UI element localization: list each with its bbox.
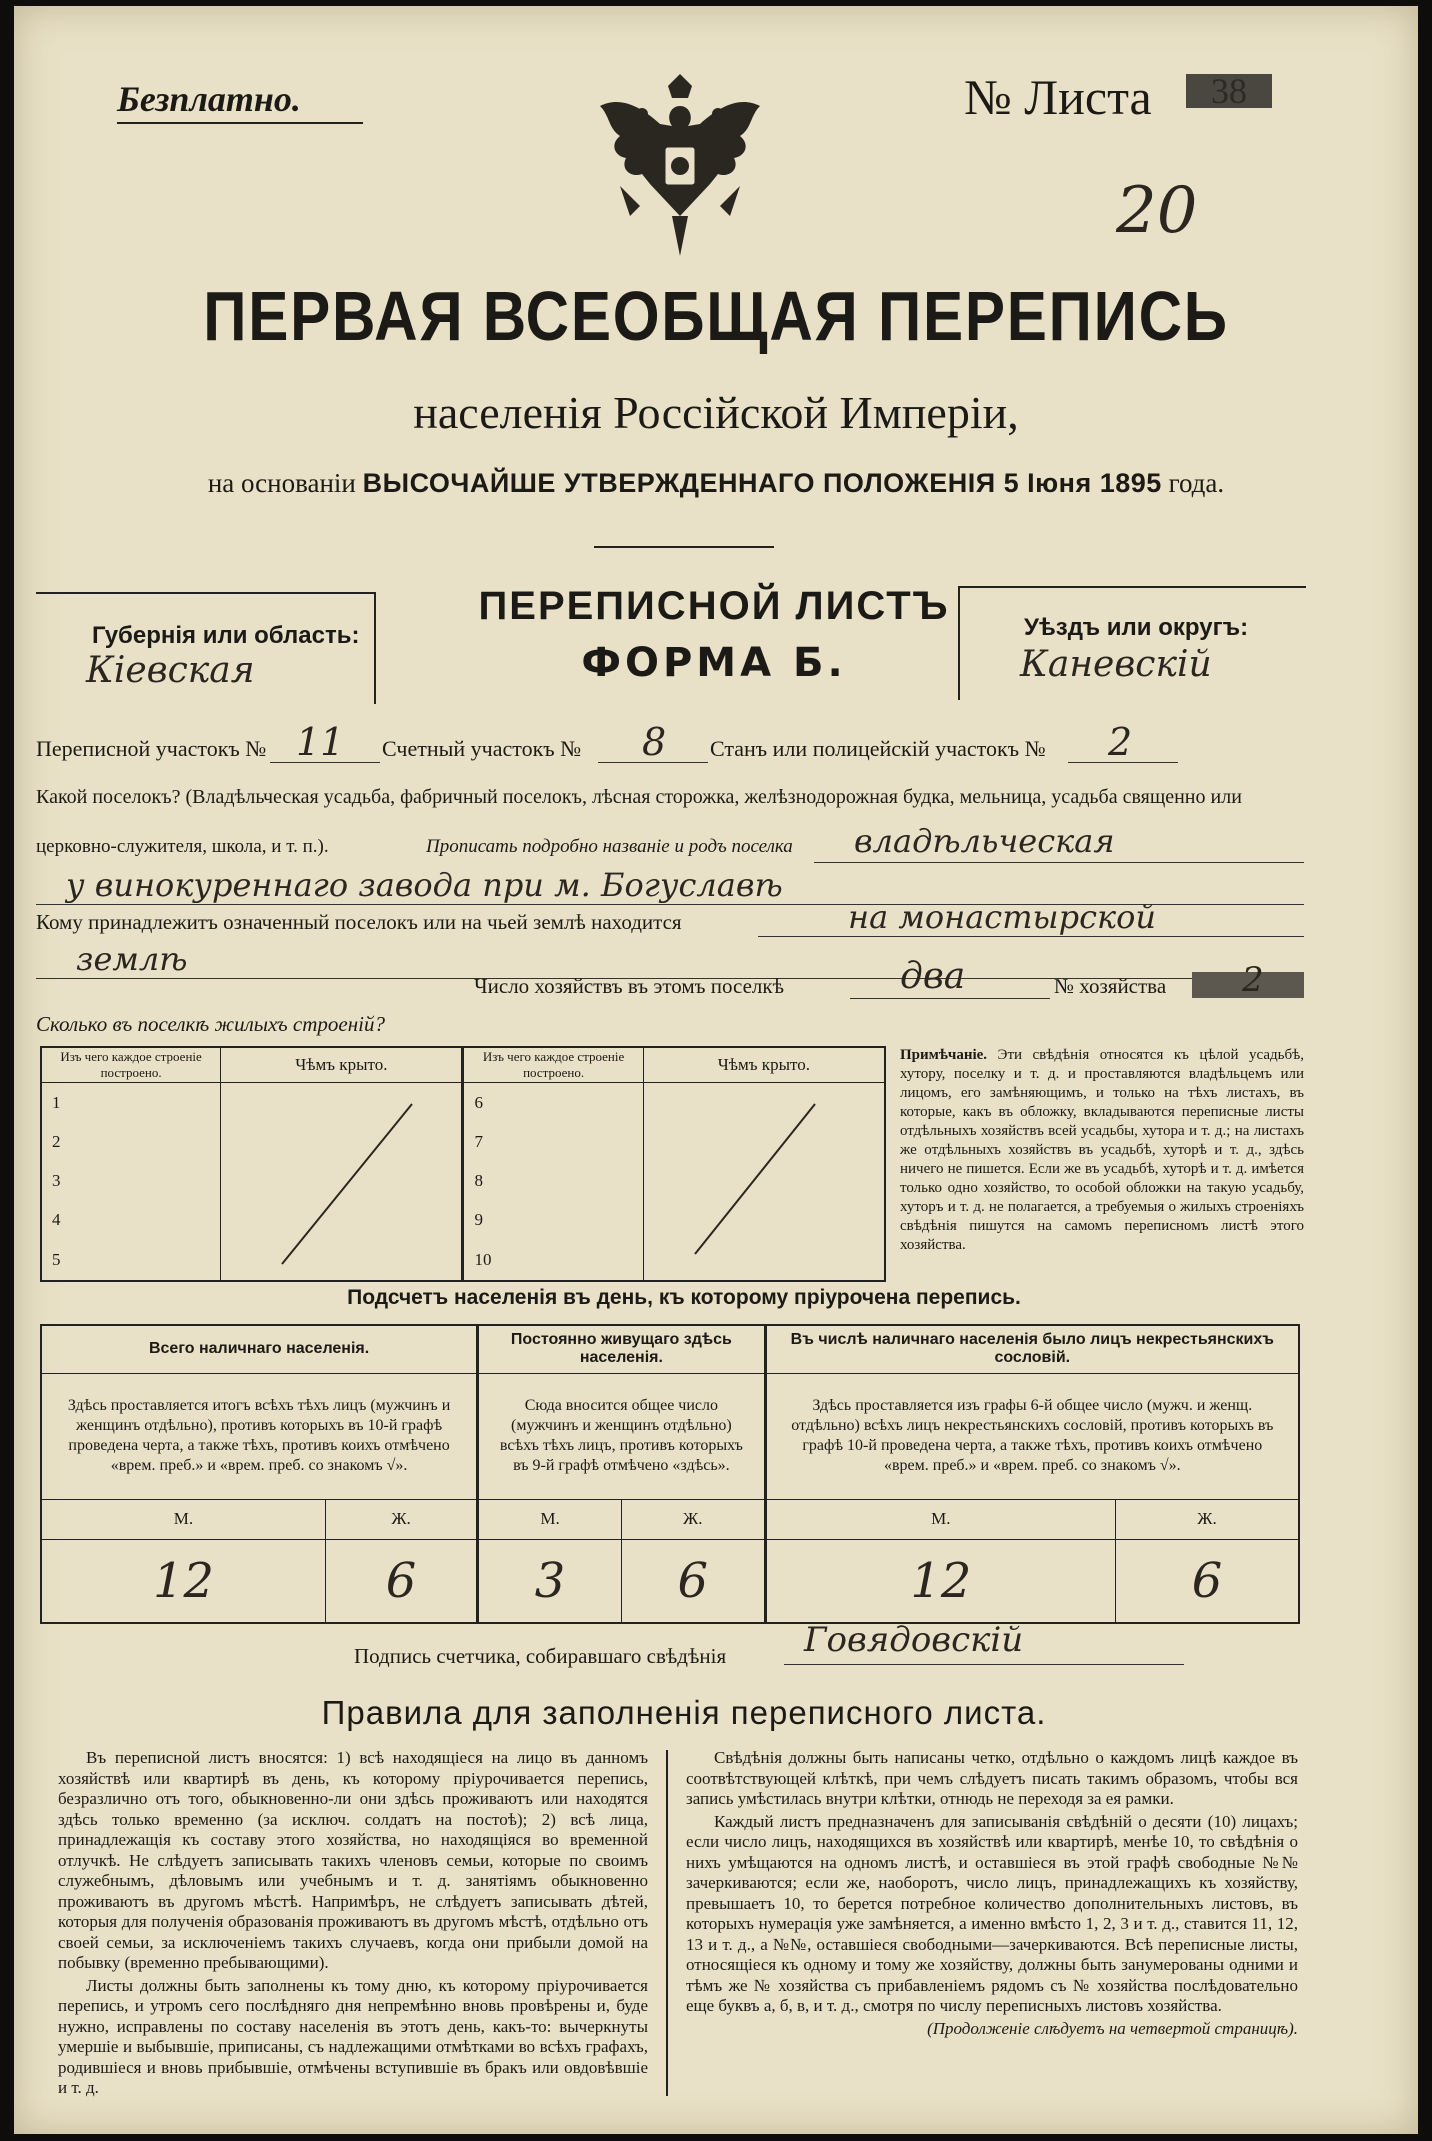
non-peasant-female[interactable]: 6 — [1116, 1539, 1299, 1623]
row-5: 5 — [41, 1240, 221, 1281]
rules-left-column — [58, 1748, 648, 2101]
population-heading: Подсчетъ населенія въ день, къ которому пріурочена перепись. — [347, 1286, 1021, 1309]
census-district-field[interactable] — [270, 720, 380, 764]
owner-value-2: землѣ — [76, 940, 188, 978]
col3-f: Ж. — [1116, 1499, 1299, 1539]
stan-value: 2 — [1108, 720, 1133, 764]
rules-right-paragraph-1: Свѣдѣнія должны быть написаны четко, отдѣльно о каждомъ лицѣ каждое въ соотвѣтствующей клѣткѣ, при чемъ слѣдуетъ писать такимъ образомъ, чтобы вся запись умѣстилась внутри клѣтки, отнюдь не переходя за ея рамки. — [686, 1748, 1298, 1808]
col1-title: Всего наличнаго населенія. — [41, 1325, 478, 1373]
stan-field[interactable] — [1068, 720, 1178, 764]
col-roof-right: Чѣмъ крыто. — [643, 1047, 885, 1083]
sheet-number-value: 38 — [1186, 74, 1272, 108]
signature-value: Говядовскій — [804, 1620, 1024, 1660]
permanent-male[interactable]: 3 — [478, 1539, 622, 1623]
buildings-table — [40, 1046, 886, 1282]
row-9: 9 — [463, 1201, 643, 1240]
households-label: Число хозяйствъ въ этомъ поселкѣ — [474, 974, 784, 998]
basis-prefix: на основаніи — [207, 468, 356, 498]
rules-left-paragraph-2: Листы должны быть заполнены къ тому дню, къ которому пріурочивается перепись, и утромъ сего послѣдняго дня непремѣнно вновь провѣрены и, буде нужно, исправлены по составу населенія въ этотъ день, какъ-то: вычеркнуты умершіе и выбывшіе, приписаны, съ надлежащими отмѣтками во всѣхъ графахъ, родившіеся и вновь прибывшіе, отмѣчены вступившіе въ бракъ или овдовѣвшіе и т. д. — [58, 1975, 648, 2097]
roof-right-cell[interactable] — [643, 1083, 885, 1282]
free-underline — [117, 122, 363, 124]
settlement-question-2: церковно-служителя, школа, и т. п.). — [36, 836, 329, 857]
col-material-right: Изъ чего каждое строеніе построено. — [463, 1047, 643, 1083]
uezd-box — [958, 586, 1306, 700]
settlement-question: Какой поселокъ? (Владѣльческая усадьба, фабричный поселокъ, лѣсная сторожка, желѣзнодорожная будка, мельница, усадьба священно или — [36, 786, 1242, 808]
col3-m: М. — [765, 1499, 1115, 1539]
form-title: ФОРМА Б. — [581, 640, 847, 686]
col3-desc: Здѣсь проставляется изъ графы 6-й общее число (мужч. и женщ. отдѣльно) всѣхъ лицъ некрестьянскихъ сословій, противъ которыхъ въ графѣ 10-й проведена черта, а также тѣхъ, противъ коихъ отмѣчено «врем. преб.» и «врем. преб. со знакомъ √». — [765, 1373, 1299, 1499]
household-number-field[interactable] — [1192, 960, 1304, 1000]
households-value: два — [900, 956, 966, 997]
household-number-value: 2 — [1242, 960, 1264, 1000]
row-10: 10 — [463, 1240, 643, 1281]
gubernia-value[interactable]: Кіевская — [86, 650, 255, 691]
col1-f: Ж. — [325, 1499, 477, 1539]
row-2: 2 — [41, 1123, 221, 1162]
roof-left-cell[interactable] — [221, 1083, 463, 1282]
settlement-value-1: владѣльческая — [854, 822, 1115, 860]
blank-slash-right — [645, 1084, 881, 1274]
document-subtitle: населенія Россійской Имперіи, — [413, 387, 1019, 438]
count-district-value: 8 — [642, 720, 667, 764]
settlement-field-1[interactable] — [814, 822, 1304, 863]
note-title: Примѣчаніе. — [900, 1047, 988, 1063]
stan-label: Станъ или полицейскій участокъ № — [710, 736, 1046, 761]
count-district-label: Счетный участокъ № — [382, 736, 582, 761]
signature-label: Подпись счетчика, собиравшаго свѣдѣнія — [354, 1644, 727, 1668]
census-district-value: 11 — [296, 720, 345, 764]
col2-title: Постоянно живущаго здѣсь населенія. — [478, 1325, 765, 1373]
non-peasant-male[interactable]: 12 — [765, 1539, 1115, 1623]
owner-value-1: на монастырской — [848, 898, 1156, 936]
owner-field-1[interactable] — [758, 898, 1304, 937]
document-title: ПЕРВАЯ ВСЕОБЩАЯ ПЕРЕПИСЬ — [203, 277, 1229, 355]
households-field[interactable] — [850, 956, 1050, 999]
census-sheet — [14, 6, 1418, 2134]
rules-right-column — [686, 1748, 1298, 2039]
total-male[interactable]: 12 — [41, 1539, 325, 1623]
col2-f: Ж. — [621, 1499, 765, 1539]
col3-title: Въ числѣ наличнаго населенія было лицъ некрестьянскихъ сословій. — [765, 1325, 1299, 1373]
settlement-instruction: Прописать подробно названіе и родъ поселка — [426, 836, 793, 857]
row-4: 4 — [41, 1201, 221, 1240]
basis-suffix: года. — [1168, 468, 1225, 498]
free-label: Безплатно. — [117, 79, 301, 119]
handwritten-sheet-number: 20 — [1116, 174, 1198, 248]
rules-heading: Правила для заполненія переписного листа. — [321, 1694, 1047, 1731]
legal-basis — [14, 468, 1418, 499]
permanent-female[interactable]: 6 — [621, 1539, 765, 1623]
owner-label: Кому принадлежитъ означенный поселокъ или на чьей землѣ находится — [36, 910, 682, 934]
census-district-label: Переписной участокъ № — [36, 736, 267, 761]
gubernia-label: Губернія или область: — [92, 622, 360, 649]
rules-column-divider — [666, 1750, 668, 2096]
total-female[interactable]: 6 — [325, 1539, 477, 1623]
col-material-left: Изъ чего каждое строеніе построено. — [41, 1047, 221, 1083]
basis-bold: ВЫСОЧАЙШЕ УТВЕРЖДЕННАГО ПОЛОЖЕНІЯ 5 Іюня 1895 — [362, 468, 1162, 498]
population-table — [40, 1324, 1300, 1624]
blank-slash-left — [222, 1084, 458, 1274]
note-text: Эти свѣдѣнія относятся къ цѣлой усадьбѣ, хутору, поселку и т. д. и проставляются владѣльцемъ или лицомъ, его замѣняющимъ, и только на тѣхъ листахъ, въ которые, какъ въ обложку, вкладываются переписные листы отдѣльныхъ хозяйствъ всей усадьбы, хутора и т. д.; на листахъ же отдѣльныхъ хозяйствъ въ усадьбѣ, хуторѣ и т. д., здѣсь ничего не пишется. Если же въ усадьбѣ, хуторѣ и т. д. имѣется только одно хозяйство, то особой обложки на такую усадьбу, хуторъ и т. д. не полагается, а требуемыя о жилыхъ строеніяхъ свѣдѣнія пишутся на самомъ переписномъ листѣ этого хозяйства. — [900, 1047, 1305, 1253]
col2-m: М. — [478, 1499, 622, 1539]
sheet-number-label: № Листа — [964, 69, 1152, 125]
buildings-question: Сколько въ поселкѣ жилыхъ строеній? — [36, 1012, 385, 1036]
row-8: 8 — [463, 1162, 643, 1201]
col2-desc: Сюда вносится общее число (мужчинъ и женщинъ отдѣльно) всѣхъ тѣхъ лицъ, противъ которыхъ въ 9-й графѣ отмѣчено «здѣсь». — [478, 1373, 765, 1499]
rules-left-paragraph-1: Въ переписной листъ вносятся: 1) всѣ находящіеся на лицо въ данномъ хозяйствѣ или квартирѣ въ день, къ которому пріурочивается перепись, безразлично отъ того, обыкновенно-ли они здѣсь проживаютъ или находятся здѣсь только временно (за исключ. солдатъ на постоѣ); 2) всѣ лица, принадлежащія къ составу этого хозяйства, но находящіяся во временной отлучкѣ. Не слѣдуетъ записывать такихъ членовъ семьи, которые по своимъ служебнымъ, дѣловымъ или учебнымъ и т. д. занятіямъ обыкновенно проживаютъ въ другомъ мѣстѣ. Напримѣръ, не слѣдуетъ записывать дѣтей, которыя для полученія образованія проживаютъ въ другомъ мѣстѣ, отдѣльно отъ своей семьи, за исключеніемъ такихъ случаевъ, когда они прибыли домой на побывку (временно пребывающими). — [58, 1748, 648, 1972]
rules-right-paragraph-2: Каждый листъ предназначенъ для записыванія свѣдѣній о десяти (10) лицахъ; если число лицъ, находящихся въ хозяйствѣ или квартирѣ, менѣе 10, то свѣдѣнія о нихъ умѣщаются на одномъ листѣ, и оставшіеся въ этой графѣ свободные №№ зачеркиваются; если же, наоборотъ, число лицъ, принадлежащихъ къ хозяйству, превышаетъ 10, то берется потребное количество дополнительныхъ листовъ, въ которыхъ нумерація уже замѣняется, а именно вмѣсто 1, 2, 3 и т. д., ставится 11, 12, 13 и т. д., а №№, оставшіеся свободными—зачеркиваются. Всѣ переписные листы, относящіеся къ одному и тому же хозяйству, должны быть занумерованы одними и тѣмъ же № хозяйства съ прибавленіемъ рядомъ съ № хозяйства послѣдовательно еще буквъ а, б, в, и т. д., смотря по числу переписныхъ листовъ хозяйства. — [686, 1811, 1298, 2015]
row-7: 7 — [463, 1123, 643, 1162]
settlement-value-2: у винокуреннаго завода при м. Богуславѣ — [66, 866, 783, 904]
col1-desc: Здѣсь проставляется итогъ всѣхъ тѣхъ лицъ (мужчинъ и женщинъ отдѣльно), противъ которыхъ въ 10-й графѣ проведена черта, а также тѣхъ, противъ коихъ отмѣчено «врем. преб.» и «врем. преб. со знакомъ √». — [41, 1373, 478, 1499]
signature-field[interactable] — [784, 1620, 1184, 1665]
household-number-label: № хозяйства — [1054, 974, 1167, 998]
row-1: 1 — [41, 1083, 221, 1123]
uezd-label: Уѣздъ или округъ: — [1024, 614, 1249, 641]
row-3: 3 — [41, 1162, 221, 1201]
count-district-field[interactable] — [598, 720, 708, 764]
rules-continued: (Продолженіе слѣдуетъ на четвертой страницѣ). — [927, 2018, 1298, 2038]
gubernia-box — [36, 592, 376, 704]
col1-m: М. — [41, 1499, 325, 1539]
uezd-value[interactable]: Каневскій — [1020, 644, 1212, 685]
row-6: 6 — [463, 1083, 643, 1123]
col-roof-left: Чѣмъ крыто. — [221, 1047, 463, 1083]
sheet-title: ПЕРЕПИСНОЙ ЛИСТЪ — [478, 584, 950, 628]
double-headed-eagle-icon — [580, 66, 780, 266]
buildings-note — [900, 1046, 1304, 1255]
title-divider — [594, 546, 774, 548]
